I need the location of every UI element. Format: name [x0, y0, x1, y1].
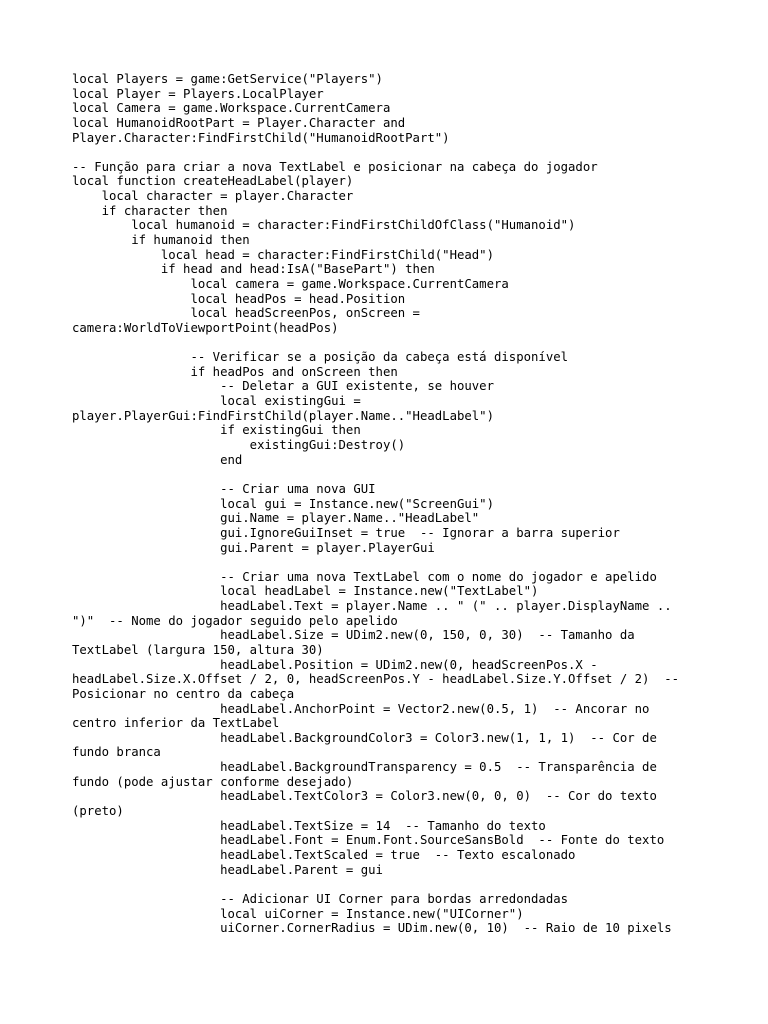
code-line: -- Criar uma nova GUI: [72, 481, 376, 496]
code-line: local function createHeadLabel(player): [72, 174, 354, 189]
code-line: [72, 877, 712, 892]
code-line: uiCorner.CornerRadius = UDim.new(0, 10) -- Raio de 10 pixels: [72, 921, 672, 936]
code-line: end: [72, 452, 243, 467]
code-line: [72, 555, 712, 570]
code-line: fundo branca: [72, 745, 161, 760]
code-line: [72, 467, 712, 482]
code-line: local headLabel = Instance.new("TextLabel"): [72, 584, 539, 599]
code-line: -- Função para criar a nova TextLabel e posicionar na cabeça do jogador: [72, 159, 598, 174]
code-line: local Camera = game.Workspace.CurrentCamera: [72, 101, 391, 116]
code-line: local Player = Players.LocalPlayer: [72, 86, 324, 101]
code-line: -- Verificar se a posição da cabeça está disponível: [72, 350, 569, 365]
code-line: fundo (pode ajustar conforme desejado): [72, 774, 354, 789]
code-line: if humanoid then: [72, 233, 250, 248]
code-line: local existingGui =: [72, 394, 361, 409]
code-line: player.PlayerGui:FindFirstChild(player.Name.."HeadLabel"): [72, 408, 494, 423]
code-line: local character = player.Character: [72, 189, 354, 204]
code-line: headLabel.Size = UDim2.new(0, 150, 0, 30) -- Tamanho da: [72, 628, 635, 643]
code-line: [72, 336, 712, 351]
code-line: (preto): [72, 804, 124, 819]
code-listing: [72, 72, 712, 936]
code-line: headLabel.Size.X.Offset / 2, 0, headScreenPos.Y - headLabel.Size.Y.Offset / 2) --: [72, 672, 680, 687]
code-line: if headPos and onScreen then: [72, 364, 398, 379]
code-line: ")" -- Nome do jogador seguido pelo apelido: [72, 613, 398, 628]
code-line: gui.IgnoreGuiInset = true -- Ignorar a barra superior: [72, 525, 620, 540]
code-line: local Players = game:GetService("Players"): [72, 72, 383, 86]
code-line: local camera = game.Workspace.CurrentCamera: [72, 276, 509, 291]
code-line: if existingGui then: [72, 423, 361, 438]
code-line: local uiCorner = Instance.new("UICorner"): [72, 906, 524, 921]
code-line: local headScreenPos, onScreen =: [72, 306, 420, 321]
code-line: centro inferior da TextLabel: [72, 716, 280, 731]
code-line: headLabel.AnchorPoint = Vector2.new(0.5, 1) -- Ancorar no: [72, 701, 650, 716]
code-line: headLabel.Font = Enum.Font.SourceSansBold -- Fonte do texto: [72, 833, 665, 848]
code-line: -- Criar uma nova TextLabel com o nome do jogador e apelido: [72, 569, 657, 584]
code-line: local head = character:FindFirstChild("Head"): [72, 247, 494, 262]
code-line: headLabel.TextScaled = true -- Texto escalonado: [72, 847, 576, 862]
code-line: gui.Name = player.Name.."HeadLabel": [72, 511, 480, 526]
code-line: headLabel.BackgroundColor3 = Color3.new(1, 1, 1) -- Cor de: [72, 730, 657, 745]
code-line: local HumanoidRootPart = Player.Character and: [72, 115, 406, 130]
code-line: -- Adicionar UI Corner para bordas arredondadas: [72, 891, 569, 906]
code-line: Posicionar no centro da cabeça: [72, 686, 295, 701]
code-line: local gui = Instance.new("ScreenGui"): [72, 496, 494, 511]
code-line: -- Deletar a GUI existente, se houver: [72, 379, 494, 394]
code-line: headLabel.Text = player.Name .. " (" .. player.DisplayName ..: [72, 599, 672, 614]
code-line: [72, 145, 712, 160]
code-line: local humanoid = character:FindFirstChildOfClass("Humanoid"): [72, 218, 576, 233]
code-line: headLabel.BackgroundTransparency = 0.5 -- Transparência de: [72, 760, 657, 775]
code-line: TextLabel (largura 150, altura 30): [72, 642, 324, 657]
code-line: if character then: [72, 203, 228, 218]
code-line: headLabel.Parent = gui: [72, 862, 383, 877]
code-line: existingGui:Destroy(): [72, 438, 406, 453]
code-line: Player.Character:FindFirstChild("HumanoidRootPart"): [72, 130, 450, 145]
code-line: local headPos = head.Position: [72, 291, 406, 306]
code-line: camera:WorldToViewportPoint(headPos): [72, 320, 339, 335]
code-line: headLabel.Position = UDim2.new(0, headScreenPos.X -: [72, 657, 598, 672]
code-line: headLabel.TextColor3 = Color3.new(0, 0, 0) -- Cor do texto: [72, 789, 657, 804]
code-line: if head and head:IsA("BasePart") then: [72, 262, 435, 277]
code-line: headLabel.TextSize = 14 -- Tamanho do texto: [72, 818, 546, 833]
code-line: gui.Parent = player.PlayerGui: [72, 540, 435, 555]
